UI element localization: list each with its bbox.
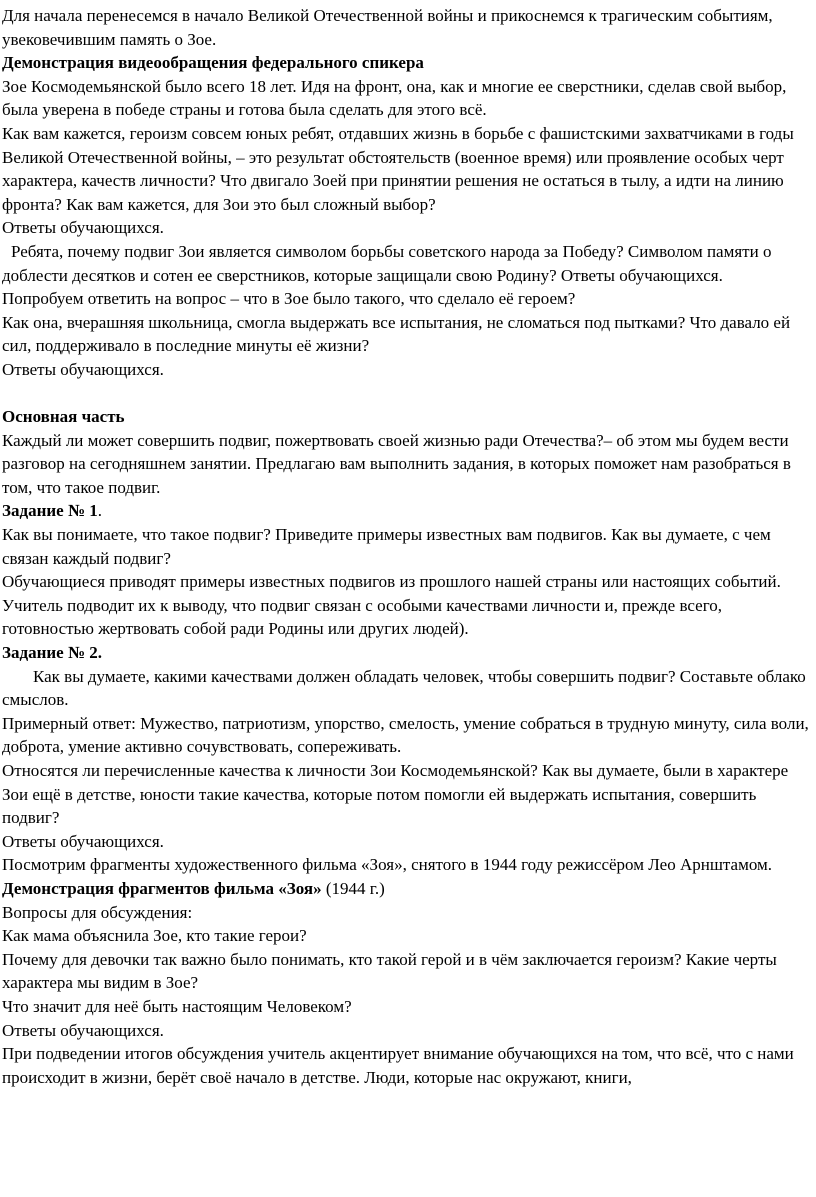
heading-video-address: Демонстрация видеообращения федерального спикера [2,53,424,73]
paragraph-heroism-question: Как вам кажется, героизм совсем юных ребят, отдавших жизнь в борьбе с фашистскими захватчиками в годы Великой Отечественной войны, – это результат обстоятельств (военное время) или проявление особых черт характера, качеств личности? Что двигало Зоей при принятии решения не остаться в тылу, а идти на линию фронта? Как вам кажется, для Зои это был сложный выбор? [2,123,794,214]
task-1-label: Задание № 1 [2,501,98,521]
film-demo-title: Демонстрация фрагментов фильма «Зоя» [2,878,322,898]
paragraph-hero-question: Попробуем ответить на вопрос – что в Зое было такого, что сделало её героем? [2,289,576,309]
paragraph-feat-intro: Каждый ли может совершить подвиг, пожертвовать своей жизнью ради Отечества?– об этом мы будем вести разговор на сегодняшнем занятии. Предлагаю вам выполнить задания, в которых поможет нам разобраться в том, что такое подвиг. [2,430,791,497]
heading-task-1 [2,499,812,523]
heading-task-2: Задание № 2. [2,643,103,663]
paragraph-human-question: Что значит для неё быть настоящим Человеком? [2,996,352,1016]
heading-film-demo [2,877,812,901]
paragraph-film-intro: Посмотрим фрагменты художественного фильма «Зоя», снятого в 1944 году режиссёром Лео Арнштамом. [2,855,773,875]
paragraph-task-1-question: Как вы понимаете, что такое подвиг? Приведите примеры известных вам подвигов. Как вы думаете, с чем связан каждый подвиг? [2,525,771,568]
paragraph-hero-importance: Почему для девочки так важно было понимать, кто такой герой и в чём заключается героизм? Какие черты характера мы видим в Зое? [2,949,777,993]
paragraph-zoe-age: Зое Космодемьянской было всего 18 лет. Идя на фронт, она, как и многие ее сверстники, сделав свой выбор, была уверена в победе страны и готова была сделать для этого всё. [2,76,787,120]
paragraph-answers-4: Ответы обучающихся. [2,1020,164,1040]
paragraph-summary: При подведении итогов обсуждения учитель акцентирует внимание обучающихся на том, что всё, что с нами происходит в жизни, берёт своё начало в детстве. Люди, которые нас окружают, книги, [2,1044,794,1087]
paragraph-intro: Для начала перенесемся в начало Великой Отечественной войны и прикоснемся к трагическим событиям, увековечившим память о Зое. [2,6,773,49]
paragraph-answers-3: Ответы обучающихся. [2,831,164,851]
heading-main-part: Основная часть [2,407,125,427]
task-1-dot: . [97,501,103,521]
paragraph-answers-2: Ответы обучающихся. [2,359,164,379]
paragraph-task-1-examples: Обучающиеся приводят примеры известных подвигов из прошлого нашей страны или настоящих событий. Учитель подводит их к выводу, что подвиг связан с особыми качествами личности и, прежде всего, готовностью жертвовать собой ради Родины или других людей). [2,572,781,639]
paragraph-task-2-question: Как вы думаете, какими качествами должен обладать человек, чтобы совершить подвиг? Составьте облако смыслов. [2,666,806,710]
blank-line [2,382,812,406]
paragraph-mother-question: Как мама объяснила Зое, кто такие герои? [2,926,307,946]
paragraph-answers-1: Ответы обучающихся. [2,218,164,238]
film-demo-year: (1944 г.) [321,878,385,898]
paragraph-qualities-question: Относятся ли перечисленные качества к личности Зои Космодемьянской? Как вы думаете, были в характере Зои ещё в детстве, юности такие качества, которые потом помогли ей выдержать испытания, совершить подвиг? [2,761,789,828]
paragraph-trials-question: Как она, вчерашняя школьница, смогла выдержать все испытания, не сломаться под пытками? Что давало ей сил, поддерживало в последние минуты её жизни? [2,312,791,356]
paragraph-sample-answer: Примерный ответ: Мужество, патриотизм, упорство, смелость, умение собраться в трудную минуту, сила воли, доброта, умение активно сочувствовать, сопереживать. [2,713,809,757]
paragraph-symbol-question: Ребята, почему подвиг Зои является символом борьбы советского народа за Победу? Символом памяти о доблести десятков и сотен ее сверстников, которые защищали свою Родину? Ответы обучающихся. [2,241,772,285]
paragraph-discussion-label: Вопросы для обсуждения: [2,902,193,922]
